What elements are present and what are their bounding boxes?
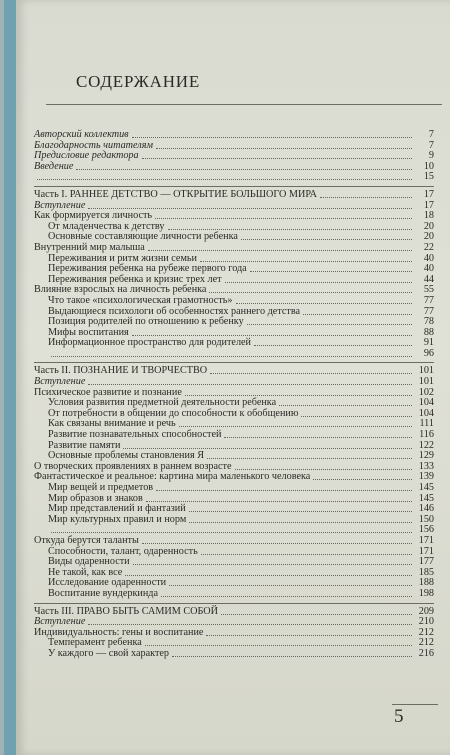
toc-entry-title: Мир вещей и предметов xyxy=(48,482,154,493)
dot-leader xyxy=(320,196,412,198)
dot-leader xyxy=(185,394,412,396)
toc-entry-title: Предисловие редактора xyxy=(34,150,139,162)
toc-entry-page: 133 xyxy=(418,460,434,472)
toc-entry-page: 177 xyxy=(418,556,434,568)
dot-leader xyxy=(247,323,412,325)
toc-entry-page: 171 xyxy=(418,545,434,557)
toc-entry-title: Мир представлений и фантазий xyxy=(48,503,186,515)
toc-entry-title: От младенчества к детству xyxy=(48,220,165,232)
toc-entry-page: 209 xyxy=(418,605,434,617)
toc-entry-page: 122 xyxy=(418,439,434,451)
toc-entry-title: Выдающиеся психологи об особенностях раннего детства xyxy=(48,305,301,317)
toc-entry-title: Не такой, как все xyxy=(48,566,123,578)
dot-leader xyxy=(236,302,412,304)
dot-leader xyxy=(51,531,412,533)
toc-entry-title: Условия развития предметной деятельности ребенка xyxy=(48,397,277,409)
dot-leader xyxy=(142,542,412,544)
toc-entry[interactable] xyxy=(34,338,434,349)
toc-entry-page: 78 xyxy=(423,316,434,328)
toc-entry-title: Исследование одаренности xyxy=(48,577,167,589)
dot-leader xyxy=(250,270,412,272)
toc-entry[interactable] xyxy=(34,515,434,526)
toc-entry-page: 156 xyxy=(418,524,434,536)
section-divider xyxy=(34,186,434,187)
toc-entry-title: Способности, талант, одаренность xyxy=(48,545,198,557)
dot-leader xyxy=(146,500,412,502)
toc-entry-page: 150 xyxy=(418,513,434,525)
toc-entry[interactable] xyxy=(34,172,434,183)
toc-entry-page: 198 xyxy=(418,587,434,599)
toc-entry[interactable] xyxy=(34,190,434,201)
toc-entry-title: Вступление xyxy=(34,376,86,388)
dot-leader xyxy=(148,249,412,251)
toc-entry-page: 104 xyxy=(418,397,434,409)
dot-leader xyxy=(221,613,412,615)
toc-entry-title: От потребности в общении до способности к обобщению xyxy=(48,407,299,419)
toc-entry-title: Откуда берутся таланты xyxy=(34,534,139,546)
toc-entry-title: Как связаны внимание и речь xyxy=(48,418,176,430)
toc-entry-page: 40 xyxy=(423,263,434,275)
toc-entry-title: У каждого — свой характер xyxy=(48,647,170,659)
dot-leader xyxy=(142,157,412,159)
dot-leader xyxy=(206,634,412,636)
toc-entry-page: 129 xyxy=(418,450,434,462)
toc-entry-page: 44 xyxy=(423,273,434,285)
dot-leader xyxy=(301,415,412,417)
toc-entry[interactable] xyxy=(34,536,434,547)
toc-entry-title: Мир образов и знаков xyxy=(48,492,143,504)
toc-entry-page: 210 xyxy=(418,616,434,628)
dot-leader xyxy=(279,404,412,406)
dot-leader xyxy=(189,510,412,512)
toc-entry-page: 20 xyxy=(423,220,434,232)
toc-entry-title: Фантастическое и реальное: картина мира маленького человека xyxy=(34,471,311,483)
toc-entry[interactable] xyxy=(34,130,434,141)
toc-entry-title: Основные составляющие личности ребенка xyxy=(48,231,238,243)
title-divider xyxy=(46,104,442,105)
dot-leader xyxy=(76,168,412,170)
dot-leader xyxy=(156,489,412,491)
book-cover-edge xyxy=(4,0,450,755)
toc-entry-title: Вступление xyxy=(34,616,86,628)
toc-entry-page: 216 xyxy=(418,647,434,659)
toc-entry-title: Мир культурных правил и норм xyxy=(48,513,187,525)
toc-entry-page: 188 xyxy=(418,577,434,589)
toc-entry[interactable] xyxy=(34,607,434,618)
toc-entry[interactable] xyxy=(34,349,434,360)
page-number: 5 xyxy=(394,706,404,727)
dot-leader xyxy=(241,238,412,240)
toc-entry-page: 7 xyxy=(428,129,434,140)
toc-entry[interactable] xyxy=(34,243,434,254)
dot-leader xyxy=(254,344,412,346)
toc-entry-page: 96 xyxy=(423,347,434,359)
toc-entry-title: Информационное пространство для родителей xyxy=(48,337,252,349)
toc-entry-page: 146 xyxy=(418,503,434,515)
dot-leader xyxy=(172,655,412,657)
toc-entry-title: Темперамент ребенка xyxy=(48,637,142,649)
table-of-contents xyxy=(34,130,434,660)
dot-leader xyxy=(156,147,412,149)
section-divider xyxy=(34,362,434,363)
toc-entry[interactable] xyxy=(34,589,434,600)
toc-entry-page: 111 xyxy=(419,418,434,430)
toc-entry[interactable] xyxy=(34,162,434,173)
toc-entry-title: Внутренний мир малыша xyxy=(34,241,145,253)
dot-leader xyxy=(210,372,412,374)
toc-entry-title: Психическое развитие и познание xyxy=(34,386,182,398)
toc-entry-title: Основные проблемы становления Я xyxy=(48,450,204,462)
toc-entry[interactable] xyxy=(34,151,434,162)
toc-entry-page: 15 xyxy=(423,171,434,183)
dot-leader xyxy=(201,553,412,555)
toc-entry-title: Влияние взрослых на личность ребенка xyxy=(34,284,207,296)
dot-leader xyxy=(225,281,412,283)
dot-leader xyxy=(88,383,412,385)
dot-leader xyxy=(132,334,412,336)
dot-leader xyxy=(37,178,412,180)
toc-entry-page: 145 xyxy=(418,482,434,493)
toc-entry[interactable] xyxy=(34,483,434,494)
toc-entry-page: 9 xyxy=(428,150,434,162)
toc-entry-page: 116 xyxy=(419,429,434,441)
toc-entry-page: 55 xyxy=(423,284,434,296)
dot-leader xyxy=(235,468,413,470)
toc-entry-page: 104 xyxy=(418,407,434,419)
dot-leader xyxy=(200,260,412,262)
toc-entry-title: Переживания ребенка и кризис трех лет xyxy=(48,273,222,285)
section-divider xyxy=(34,603,434,604)
dot-leader xyxy=(189,521,412,523)
toc-entry-title: Позиция родителей по отношению к ребенку xyxy=(48,316,244,328)
toc-entry-page: 102 xyxy=(418,386,434,398)
toc-entry-page: 20 xyxy=(423,231,434,243)
toc-entry-title: Развитие памяти xyxy=(48,439,121,451)
dot-leader xyxy=(88,623,412,625)
toc-entry-page: 212 xyxy=(418,626,434,638)
toc-entry-page: 18 xyxy=(423,210,434,222)
toc-entry-page: 101 xyxy=(418,376,434,388)
dot-leader xyxy=(179,425,412,427)
toc-entry[interactable] xyxy=(34,366,434,377)
dot-leader xyxy=(224,436,412,438)
dot-leader xyxy=(123,447,412,449)
toc-entry-page: 139 xyxy=(418,471,434,483)
toc-entry-title: Вступление xyxy=(34,199,86,211)
toc-entry-page: 17 xyxy=(423,199,434,211)
dot-leader xyxy=(145,644,412,646)
toc-entry[interactable] xyxy=(34,296,434,307)
toc-entry-page: 40 xyxy=(423,252,434,264)
toc-entry-title: Часть II. ПОЗНАНИЕ И ТВОРЧЕСТВО xyxy=(34,365,208,377)
dot-leader xyxy=(209,291,412,293)
toc-entry-title: Переживания и ритм жизни семьи xyxy=(48,252,197,264)
dot-leader xyxy=(155,217,412,219)
toc-entry-title: Виды одаренности xyxy=(48,556,130,568)
toc-entry-page: 10 xyxy=(423,160,434,172)
dot-leader xyxy=(169,584,412,586)
dot-leader xyxy=(161,595,412,597)
toc-entry-title: Часть I. РАННЕЕ ДЕТСТВО — ОТКРЫТИЕ БОЛЬШОГО МИРА xyxy=(34,188,318,200)
toc-entry-page: 22 xyxy=(423,241,434,253)
toc-entry-page: 77 xyxy=(423,305,434,317)
dot-leader xyxy=(88,207,412,209)
toc-entry-title: Воспитание вундеркинда xyxy=(48,587,159,599)
dot-leader xyxy=(313,478,412,480)
toc-entry-page: 88 xyxy=(423,326,434,338)
book-page xyxy=(16,0,450,755)
dot-leader xyxy=(132,136,412,138)
toc-entry-page: 171 xyxy=(418,534,434,546)
toc-entry-page: 17 xyxy=(423,188,434,200)
toc-entry-title: Мифы воспитания xyxy=(48,326,129,338)
page-number-divider xyxy=(392,704,438,705)
toc-entry[interactable] xyxy=(34,649,434,660)
dot-leader xyxy=(207,457,412,459)
toc-entry-title: Что такое «психологическая грамотность» xyxy=(48,294,233,306)
dot-leader xyxy=(133,563,412,565)
toc-entry-title: Часть III. ПРАВО БЫТЬ САМИМ СОБОЙ xyxy=(34,605,219,617)
toc-entry-title: Благодарность читателям xyxy=(34,139,153,151)
page-title: СОДЕРЖАНИЕ xyxy=(76,72,201,91)
dot-leader xyxy=(125,574,412,576)
toc-entry-title: Развитие познавательных способностей xyxy=(48,429,222,441)
toc-entry-page: 145 xyxy=(418,492,434,504)
toc-entry-page: 212 xyxy=(418,637,434,649)
toc-entry-page: 185 xyxy=(418,566,434,578)
toc-entry-page: 101 xyxy=(418,365,434,377)
toc-entry-title: Индивидуальность: гены и воспитание xyxy=(34,626,204,638)
toc-entry-page: 7 xyxy=(428,139,434,151)
toc-entry-title: О творческих проявлениях в раннем возрасте xyxy=(34,460,232,472)
dot-leader xyxy=(303,313,412,315)
toc-entry-title: Как формируется личность xyxy=(34,210,153,222)
dot-leader xyxy=(51,355,412,357)
dot-leader xyxy=(168,228,413,230)
toc-entry-title: Авторский коллектив xyxy=(34,129,129,140)
toc-entry-page: 91 xyxy=(423,337,434,349)
toc-entry-title: Введение xyxy=(34,160,74,172)
toc-entry-page: 77 xyxy=(423,294,434,306)
toc-entry-title: Переживания ребенка на рубеже первого года xyxy=(48,263,247,275)
